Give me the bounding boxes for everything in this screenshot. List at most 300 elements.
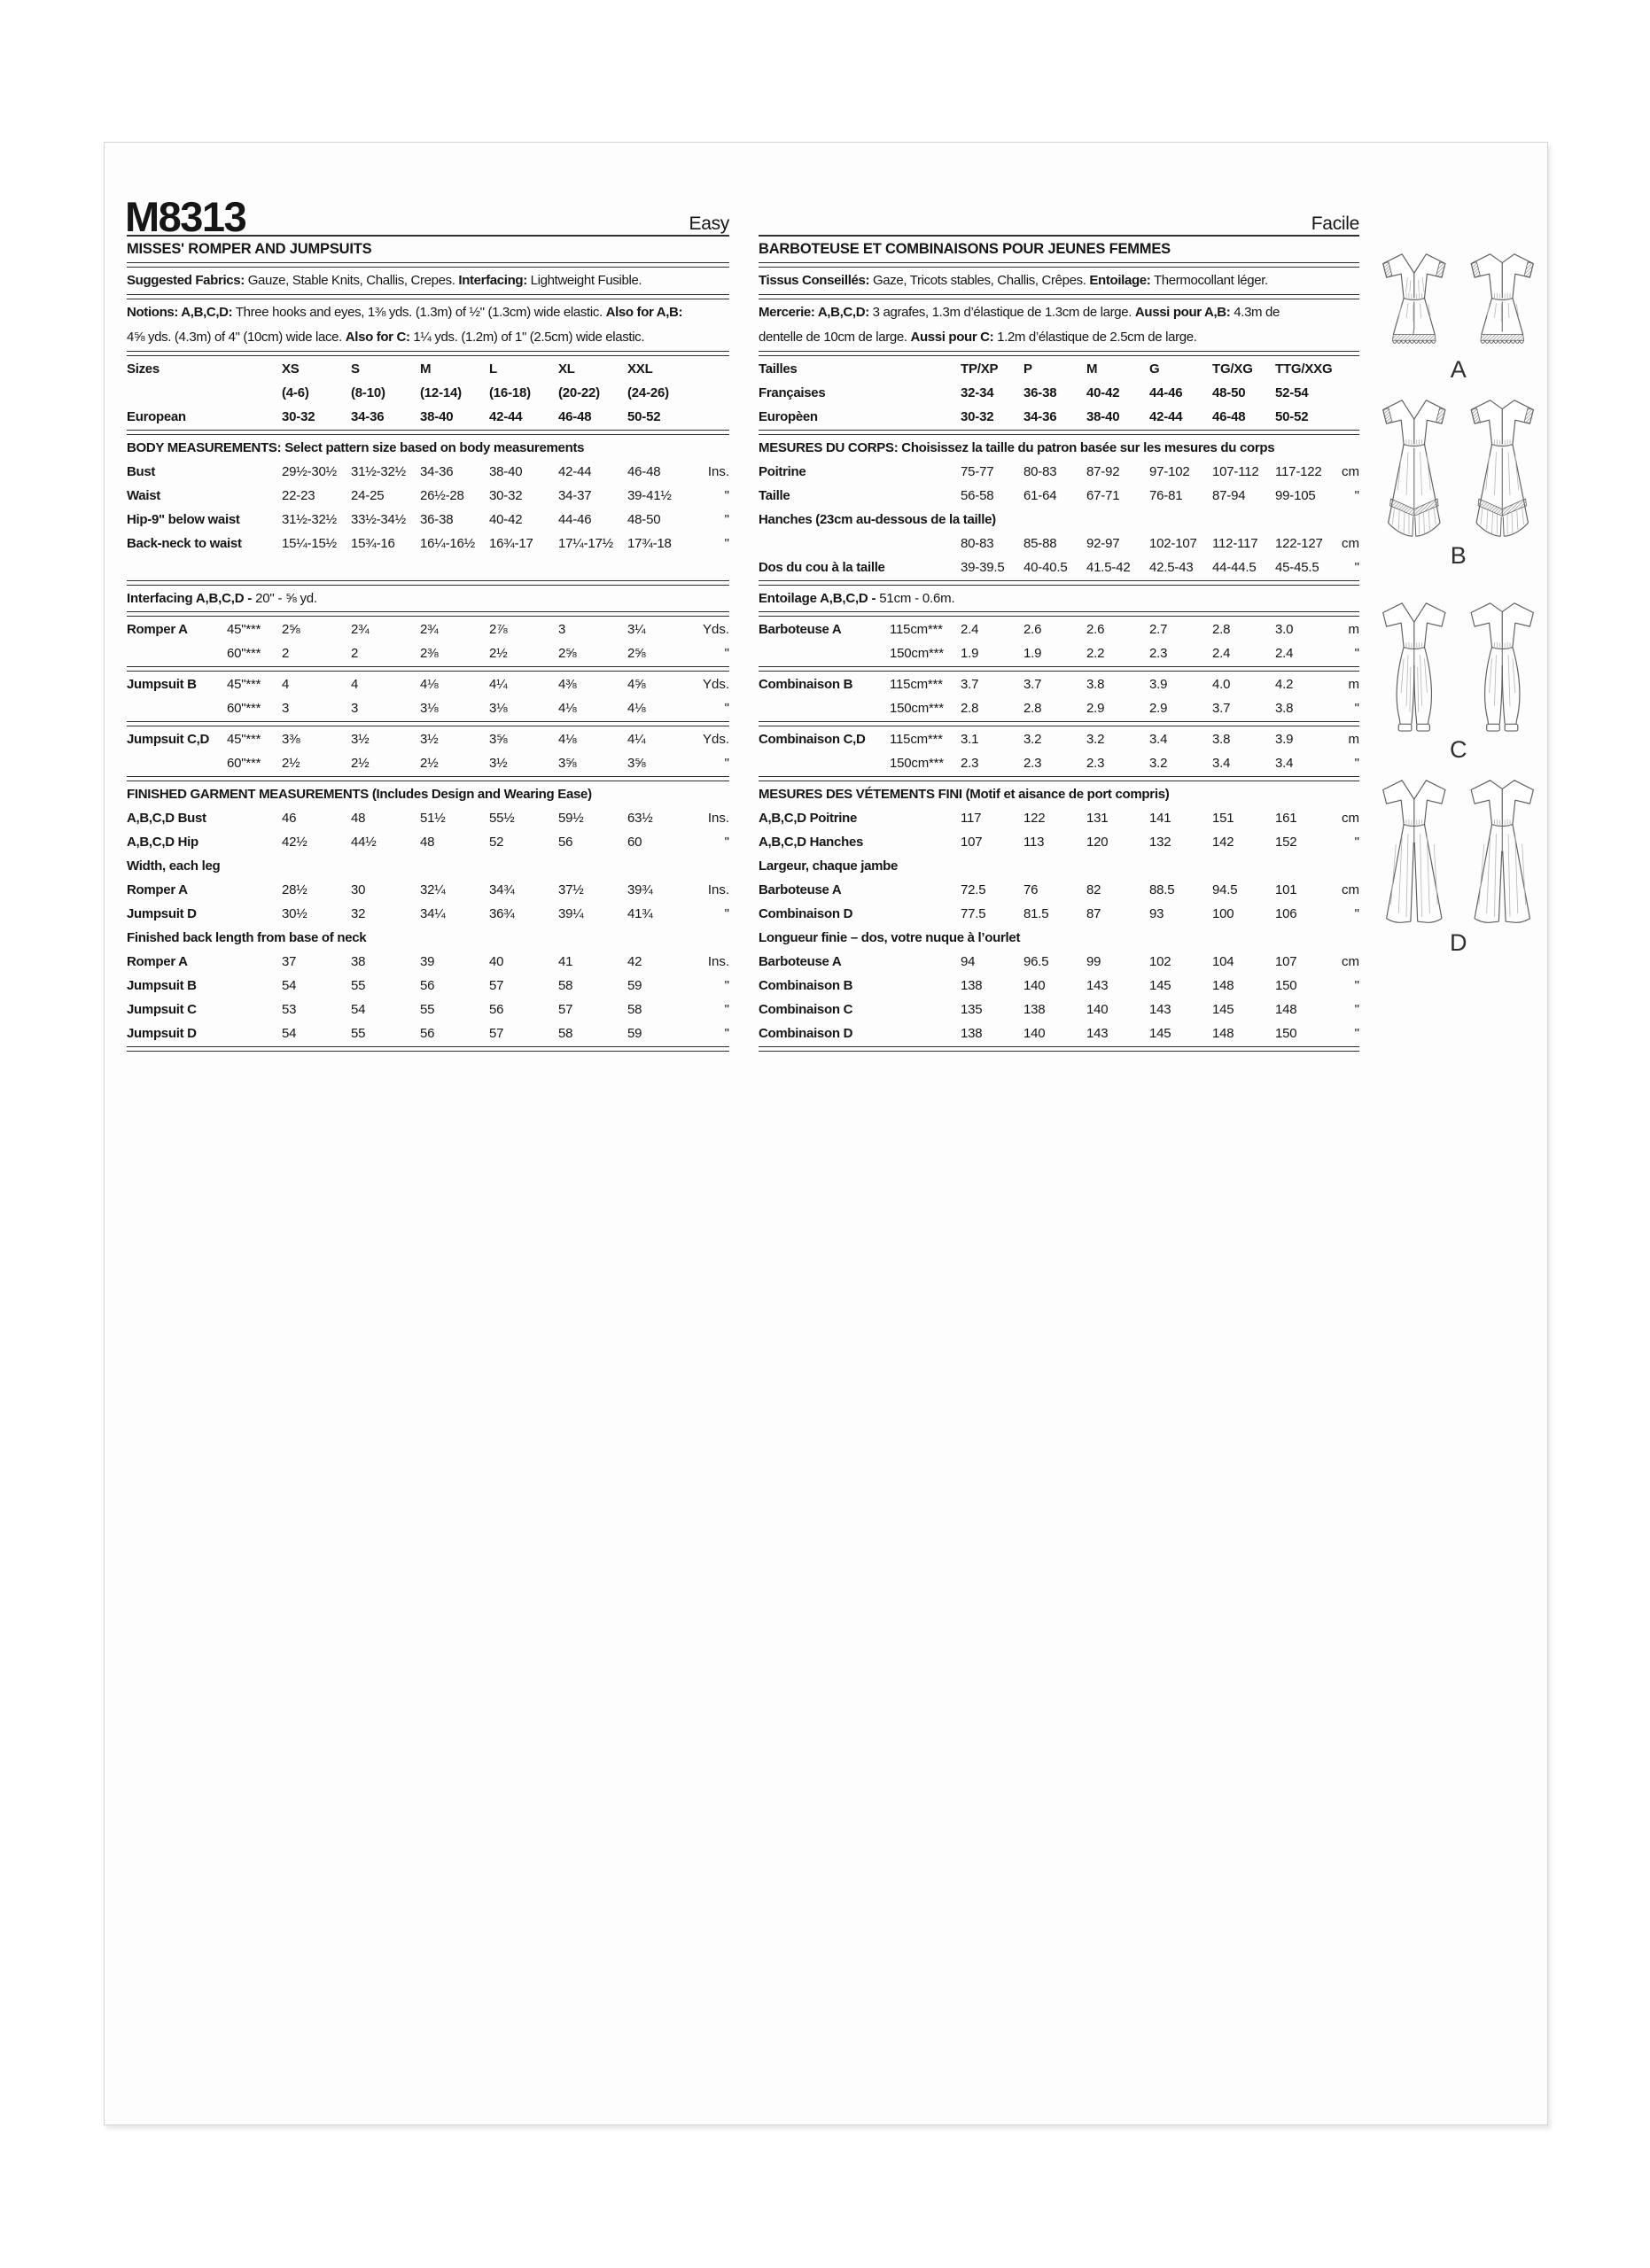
table-cell: 56 — [489, 1002, 504, 1017]
table-cell: " — [724, 536, 729, 551]
table-cell: 4.0 — [1212, 677, 1231, 692]
table-cell: Ins. — [707, 811, 729, 826]
table-cell: 39 — [420, 954, 435, 969]
table-cell — [127, 641, 227, 665]
divider — [759, 611, 1359, 617]
garment-back-view — [1471, 254, 1533, 344]
table-cell: 39¼ — [558, 906, 584, 921]
table-row — [127, 357, 729, 381]
table-cell: 60"*** — [227, 756, 261, 771]
table-cell: 38-40 — [489, 464, 523, 479]
table-row — [127, 950, 729, 974]
table-cell: 22-23 — [282, 488, 315, 503]
divider — [759, 580, 1359, 586]
table-cell: 55 — [351, 978, 366, 993]
romper-a-line-art — [1373, 247, 1545, 356]
table-cell: 31½-32½ — [351, 464, 406, 479]
divider — [127, 351, 729, 356]
french-column — [759, 178, 1359, 1052]
table-cell: 30-32 — [961, 409, 994, 424]
table-cell: 2.6 — [1023, 622, 1042, 637]
table-cell: 102-107 — [1149, 536, 1197, 551]
table-cell: 52-54 — [1275, 385, 1309, 400]
table-cell — [227, 878, 282, 902]
table-row — [127, 998, 729, 1021]
table-cell: 39¾ — [627, 882, 653, 897]
table-cell — [890, 357, 961, 381]
table-cell: 3 — [282, 701, 290, 716]
table-cell: (12-14) — [420, 385, 462, 400]
table-cell — [890, 902, 961, 926]
table-cell: 32 — [351, 906, 366, 921]
table-cell: 46 — [282, 811, 297, 826]
table-cell: 150 — [1275, 1026, 1297, 1041]
table-cell: XXL — [627, 361, 653, 377]
table-cell: 57 — [489, 978, 504, 993]
table-cell: A,B,C,D Hip — [127, 835, 198, 850]
difficulty-label: Facile — [1311, 214, 1359, 234]
table-cell: 115cm*** — [890, 677, 943, 692]
mercerie-paragraph — [759, 300, 1359, 350]
table-cell: 100 — [1212, 906, 1234, 921]
table-cell: " — [724, 512, 729, 527]
table-cell: " — [1354, 1026, 1359, 1041]
table-cell: 41¾ — [627, 906, 653, 921]
table-cell: 112-117 — [1212, 536, 1258, 551]
table-row — [127, 532, 729, 555]
table-cell: 26½-28 — [420, 488, 464, 503]
table-subheader: Hanches (23cm au-dessous de la taille) — [759, 512, 996, 527]
table-cell: cm — [1342, 536, 1359, 551]
table-cell: 44-46 — [1149, 385, 1183, 400]
garment-illustration-b — [1370, 393, 1547, 569]
divider — [127, 294, 729, 299]
table-cell: 30½ — [282, 906, 307, 921]
mercerie-line — [759, 300, 1359, 325]
table-cell: 38-40 — [1086, 409, 1120, 424]
table-cell: 150cm*** — [890, 701, 944, 716]
table-subheader: FINISHED GARMENT MEASUREMENTS (Includes Design and Wearing Ease) — [127, 787, 592, 802]
notions-line — [127, 325, 729, 350]
table-cell — [890, 806, 961, 830]
table-cell: 2⅝ — [282, 622, 300, 637]
table-divider — [759, 721, 1359, 726]
table-row — [759, 641, 1359, 665]
text-segment: 4.3m de — [1230, 305, 1280, 320]
garment-front-view — [1382, 254, 1444, 344]
table-cell: 34-37 — [558, 488, 592, 503]
table-cell: 140 — [1023, 1026, 1046, 1041]
table-row — [759, 696, 1359, 720]
notions-line — [127, 300, 729, 325]
table-cell: 4 — [351, 677, 359, 692]
table-cell — [1338, 405, 1359, 429]
table-cell: L — [489, 361, 497, 377]
text-segment: Gauze, Stable Knits, Challis, Crepes. — [244, 273, 459, 288]
table-cell: " — [1354, 756, 1359, 771]
table-cell: 32¼ — [420, 882, 446, 897]
table-cell: 4⅛ — [558, 732, 577, 747]
table-cell: 54 — [282, 1026, 297, 1041]
table-cell: 46-48 — [1212, 409, 1246, 424]
table-cell: 28½ — [282, 882, 307, 897]
table-cell: 40 — [489, 954, 504, 969]
table-cell: 140 — [1086, 1002, 1109, 1017]
table-row — [759, 950, 1359, 974]
table-cell: 2½ — [420, 756, 439, 771]
table-cell: 34¾ — [489, 882, 515, 897]
table-cell: (16-18) — [489, 385, 531, 400]
table-cell: 30-32 — [282, 409, 315, 424]
table-cell: M — [1086, 361, 1098, 377]
table-cell: 3½ — [489, 756, 508, 771]
table-cell: 45"*** — [227, 677, 261, 692]
table-row — [759, 555, 1359, 579]
table-row — [759, 381, 1359, 405]
table-row — [759, 460, 1359, 484]
table-row — [127, 460, 729, 484]
table-row — [127, 974, 729, 998]
table-cell — [890, 878, 961, 902]
figure-label: C — [1450, 735, 1467, 763]
table-cell: 54 — [351, 1002, 366, 1017]
table-cell: 107 — [961, 835, 983, 850]
table-cell: Combinaison C,D — [759, 732, 866, 747]
table-cell: Yds. — [702, 677, 729, 692]
table-cell: 42½ — [282, 835, 307, 850]
table-cell: 145 — [1149, 978, 1171, 993]
table-row — [759, 878, 1359, 902]
table-cell: 3.7 — [1212, 701, 1231, 716]
table-cell: 53 — [282, 1002, 297, 1017]
table-cell: 58 — [558, 978, 573, 993]
table-cell: 3.8 — [1275, 701, 1294, 716]
table-cell: 38 — [351, 954, 366, 969]
table-row — [127, 381, 729, 405]
table-cell: 4⅛ — [558, 701, 577, 716]
table-cell: 142 — [1212, 835, 1234, 850]
table-cell: 2.9 — [1149, 701, 1168, 716]
table-cell: 88.5 — [1149, 882, 1175, 897]
table-subheader: MESURES DES VÉTEMENTS FINI (Motif et aisance de port compris) — [759, 787, 1170, 802]
table-cell: 87 — [1086, 906, 1101, 921]
table-cell: cm — [1342, 811, 1359, 826]
table-cell: 15¼-15½ — [282, 536, 337, 551]
table-row — [127, 484, 729, 508]
table-cell: 115cm*** — [890, 732, 943, 747]
table-cell: Ins. — [707, 464, 729, 479]
table-cell — [759, 641, 890, 665]
text-segment: 1.2m d’élastique de 2.5cm de large. — [993, 330, 1197, 345]
table-cell — [890, 830, 961, 854]
table-row — [759, 532, 1359, 555]
table-cell: 87-92 — [1086, 464, 1120, 479]
table-cell — [227, 974, 282, 998]
table-cell: 99-105 — [1275, 488, 1316, 503]
table-cell: 48 — [420, 835, 435, 850]
table-row — [759, 357, 1359, 381]
table-cell: 42-44 — [489, 409, 523, 424]
table-cell: " — [1354, 488, 1359, 503]
table-row — [759, 830, 1359, 854]
table-cell: 2.4 — [1275, 646, 1294, 661]
table-row — [759, 1021, 1359, 1045]
table-row — [127, 878, 729, 902]
table-cell: 56-58 — [961, 488, 994, 503]
table-cell: Hip-9" below waist — [127, 512, 240, 527]
table-cell — [227, 830, 282, 854]
table-cell: " — [724, 1002, 729, 1017]
table-cell: 51½ — [420, 811, 446, 826]
table-cell: (8-10) — [351, 385, 385, 400]
table-cell: " — [724, 1026, 729, 1041]
table-cell: 2.8 — [1023, 701, 1042, 716]
table-cell: 4⅛ — [420, 677, 439, 692]
table-cell: 141 — [1149, 811, 1171, 826]
table-cell: TP/XP — [961, 361, 999, 377]
table-cell: 97-102 — [1149, 464, 1190, 479]
table-cell: Barboteuse A — [759, 622, 842, 637]
table-cell: 3.1 — [961, 732, 979, 747]
table-cell: Barboteuse A — [759, 882, 842, 897]
pattern-number: M8313 — [125, 193, 246, 240]
text-segment: Also for C: — [345, 330, 410, 345]
table-cell: 131 — [1086, 811, 1109, 826]
table-row — [127, 751, 729, 775]
table-cell: " — [1354, 560, 1359, 575]
text-segment: Aussi pour C: — [910, 330, 994, 345]
table-cell: 122 — [1023, 811, 1046, 826]
table-cell: (4-6) — [282, 385, 309, 400]
table-cell: 106 — [1275, 906, 1297, 921]
table-cell: 143 — [1149, 1002, 1171, 1017]
table-cell: 151 — [1212, 811, 1234, 826]
table-cell: 3.9 — [1275, 732, 1294, 747]
divider — [759, 430, 1359, 435]
table-cell: 148 — [1275, 1002, 1297, 1017]
masthead — [125, 178, 729, 240]
table-cell: 2.8 — [961, 701, 979, 716]
divider — [759, 1046, 1359, 1052]
table-cell — [227, 950, 282, 974]
table-cell: 46-48 — [627, 464, 661, 479]
table-cell: 4⅝ — [627, 677, 646, 692]
text-segment: Entoilage A,B,C,D - — [759, 591, 880, 606]
table-cell — [127, 696, 227, 720]
table-cell: A,B,C,D Hanches — [759, 835, 864, 850]
table-cell — [227, 1021, 282, 1045]
table-cell: " — [1354, 1002, 1359, 1017]
table-cell: XL — [558, 361, 575, 377]
table-subheader: Largeur, chaque jambe — [759, 858, 899, 874]
table-cell: " — [724, 835, 729, 850]
table-cell: 3.2 — [1149, 756, 1168, 771]
text-segment: Mercerie: A,B,C,D: — [759, 305, 869, 320]
table-cell: 113 — [1023, 835, 1045, 850]
table-cell: 45"*** — [227, 622, 261, 637]
table-row — [759, 998, 1359, 1021]
garment-front-view — [1382, 603, 1444, 731]
table-subheader: Longueur finie – dos, votre nuque à l’ourlet — [759, 930, 1021, 945]
table-cell: 58 — [558, 1026, 573, 1041]
table-cell: cm — [1342, 464, 1359, 479]
table-cell: Combinaison D — [759, 1026, 853, 1041]
table-cell: 135 — [961, 1002, 983, 1017]
table-cell — [890, 484, 961, 508]
masthead — [759, 178, 1359, 235]
table-cell: 3⅛ — [420, 701, 439, 716]
table-cell: 2¾ — [420, 622, 439, 637]
table-cell: Combinaison B — [759, 677, 853, 692]
table-cell: 44-44.5 — [1212, 560, 1257, 575]
table-subheader: BODY MEASUREMENTS: Select pattern size based on body measurements — [127, 440, 585, 455]
table-cell: 2 — [282, 646, 290, 661]
table-cell: 3⅝ — [627, 756, 646, 771]
table-row — [127, 508, 729, 532]
table-cell — [890, 950, 961, 974]
table-cell: 2.9 — [1086, 701, 1105, 716]
table-cell: 45-45.5 — [1275, 560, 1319, 575]
table-cell — [697, 357, 729, 381]
table-cell: 34-36 — [351, 409, 385, 424]
table-cell: 39-41½ — [627, 488, 672, 503]
table-cell: Combinaison C — [759, 1002, 853, 1017]
metrage-table — [759, 617, 1359, 775]
table-row — [127, 672, 729, 696]
table-cell: 29½-30½ — [282, 464, 337, 479]
table-cell: 92-97 — [1086, 536, 1120, 551]
table-cell: 3¼ — [627, 622, 646, 637]
fabrics-paragraph — [127, 268, 729, 293]
table-cell: 107 — [1275, 954, 1297, 969]
table-cell: 3⅛ — [489, 701, 508, 716]
divider — [127, 580, 729, 586]
divider — [759, 294, 1359, 299]
table-cell: 3.4 — [1212, 756, 1231, 771]
table-cell: Back-neck to waist — [127, 536, 242, 551]
text-segment: Notions: A,B,C,D: — [127, 305, 233, 320]
table-cell: 145 — [1149, 1026, 1171, 1041]
table-cell: 93 — [1149, 906, 1164, 921]
garment-back-view — [1471, 603, 1533, 731]
table-cell: 2.6 — [1086, 622, 1105, 637]
notions-paragraph — [127, 300, 729, 350]
table-cell: Jumpsuit B — [127, 677, 197, 692]
table-cell — [759, 751, 890, 775]
table-cell — [759, 532, 890, 555]
table-cell — [890, 532, 961, 555]
mesures-corps-table — [759, 436, 1359, 579]
table-cell: Yds. — [702, 622, 729, 637]
table-cell: 76 — [1023, 882, 1039, 897]
table-cell: 3½ — [351, 732, 370, 747]
table-cell: 148 — [1212, 978, 1234, 993]
table-cell: 3 — [351, 701, 359, 716]
figure-label: D — [1450, 928, 1467, 956]
table-divider — [127, 666, 729, 672]
table-cell: 2½ — [282, 756, 300, 771]
table-cell: 48-50 — [1212, 385, 1246, 400]
table-cell: Ins. — [707, 954, 729, 969]
table-subheader: MESURES DU CORPS: Choisissez la taille du patron basée sur les mesures du corps — [759, 440, 1275, 455]
table-cell: 30-32 — [489, 488, 523, 503]
table-cell: Romper A — [127, 622, 188, 637]
table-cell: Dos du cou à la taille — [759, 560, 885, 575]
table-cell: 152 — [1275, 835, 1297, 850]
table-cell: 143 — [1086, 1026, 1109, 1041]
table-cell: Combinaison D — [759, 906, 853, 921]
table-cell: 3⅝ — [558, 756, 577, 771]
table-cell: 32-34 — [961, 385, 994, 400]
tissus-paragraph — [759, 268, 1359, 293]
table-cell — [697, 405, 729, 429]
pattern-sheet-page — [104, 142, 1548, 2125]
table-cell: Europèen — [759, 409, 818, 424]
table-cell — [1338, 381, 1359, 405]
table-cell: 4¼ — [627, 732, 646, 747]
table-cell: (24-26) — [627, 385, 669, 400]
table-cell: 41.5-42 — [1086, 560, 1131, 575]
table-divider — [759, 666, 1359, 672]
table-cell — [890, 1021, 961, 1045]
table-cell: 56 — [420, 978, 435, 993]
garment-title: BARBOTEUSE ET COMBINAISONS POUR JEUNES FEMMES — [759, 241, 1171, 257]
table-cell: Ins. — [707, 882, 729, 897]
table-cell: 42-44 — [1149, 409, 1183, 424]
table-cell: 4.2 — [1275, 677, 1294, 692]
table-cell — [227, 532, 282, 555]
text-segment: Gaze, Tricots stables, Challis, Crêpes. — [869, 273, 1090, 288]
divider — [127, 430, 729, 435]
table-cell: " — [1354, 701, 1359, 716]
table-cell: 60"*** — [227, 646, 261, 661]
text-segment: Entoilage: — [1089, 273, 1151, 288]
table-cell — [227, 998, 282, 1021]
table-cell: 2⅞ — [489, 622, 508, 637]
table-cell — [227, 484, 282, 508]
table-cell: 37½ — [558, 882, 584, 897]
table-cell: (20-22) — [558, 385, 600, 400]
table-subheader: Width, each leg — [127, 858, 221, 874]
divider — [759, 776, 1359, 781]
table-cell: 122-127 — [1275, 536, 1323, 551]
table-cell: m — [1348, 622, 1359, 637]
divider — [759, 235, 1359, 237]
table-cell — [1338, 357, 1359, 381]
table-cell: 102 — [1149, 954, 1171, 969]
table-cell: Barboteuse A — [759, 954, 842, 969]
body-measurements-table — [127, 436, 729, 555]
table-cell: 94.5 — [1212, 882, 1238, 897]
table-cell: " — [724, 756, 729, 771]
table-divider — [127, 721, 729, 726]
table-cell: 94 — [961, 954, 976, 969]
table-cell: " — [1354, 978, 1359, 993]
table-cell: 75-77 — [961, 464, 994, 479]
table-cell: G — [1149, 361, 1160, 377]
table-cell: Yds. — [702, 732, 729, 747]
table-cell: 115cm*** — [890, 622, 943, 637]
table-cell: 77.5 — [961, 906, 986, 921]
table-cell: 61-64 — [1023, 488, 1057, 503]
table-cell: Françaises — [759, 385, 826, 400]
text-segment: 20" - ⅝ yd. — [255, 591, 317, 606]
table-cell: 24-25 — [351, 488, 385, 503]
table-cell: 117 — [961, 811, 982, 826]
table-cell: 1.9 — [961, 646, 979, 661]
table-cell: 120 — [1086, 835, 1109, 850]
table-row — [759, 806, 1359, 830]
